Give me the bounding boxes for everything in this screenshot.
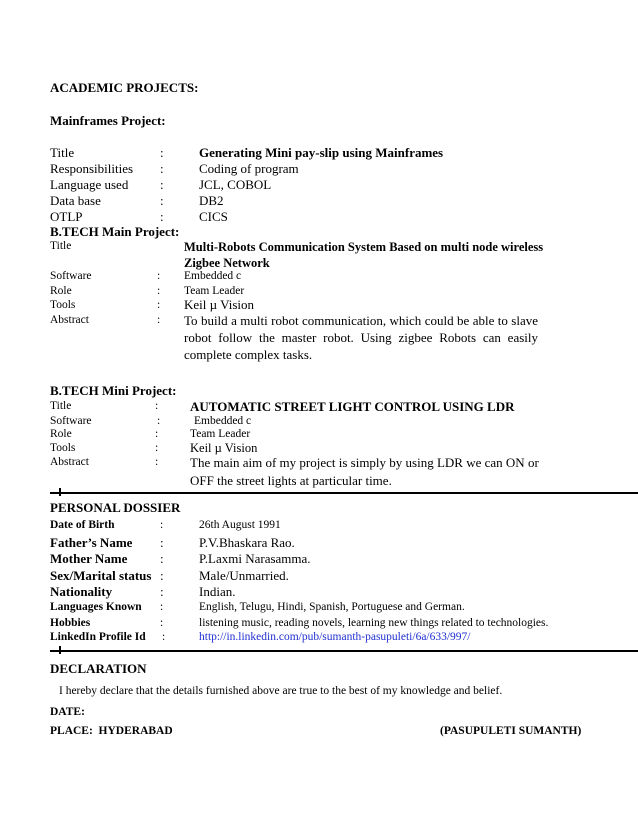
mf-responsibilities-colon: : (160, 161, 164, 176)
mf-database-colon: : (160, 193, 164, 208)
btech-main-role-value: Team Leader (184, 285, 245, 297)
btech-mini-role-label: Role (50, 428, 72, 440)
btech-mini-role-colon: : (155, 428, 159, 440)
mf-responsibilities-value: Coding of program (199, 161, 299, 176)
mf-title-label: Title (50, 145, 75, 160)
mf-language-value: JCL, COBOL (199, 177, 272, 192)
btech-main-abstract-label: Abstract (50, 314, 89, 326)
dossier-languages-colon: : (160, 601, 164, 613)
linkedin-profile-link[interactable]: http://in.linkedin.com/pub/sumanth-pasupuleti/6a/633/997/ (199, 631, 471, 643)
btech-main-software-colon: : (157, 270, 161, 282)
mf-language-colon: : (160, 177, 164, 192)
btech-main-role-label: Role (50, 285, 72, 297)
btech-main-title-value-line1: Multi-Robots Communication System Based on multi node wireless (184, 240, 544, 254)
mf-language-label: Language used (50, 177, 129, 192)
dossier-mother-colon: : (160, 551, 164, 566)
dossier-nationality-value: Indian. (199, 584, 236, 599)
mainframes-heading: Mainframes Project: (50, 113, 166, 128)
btech-mini-abstract-line1: The main aim of my project is simply by using LDR we can ON or (190, 455, 539, 470)
academic-projects-heading: ACADEMIC PROJECTS: (50, 80, 199, 95)
btech-mini-heading: B.TECH Mini Project: (50, 383, 177, 398)
btech-mini-role-value: Team Leader (190, 428, 251, 440)
dossier-languages-value: English, Telugu, Hindi, Spanish, Portuguese and German. (199, 601, 465, 613)
mf-otlp-label: OTLP (50, 209, 83, 224)
mf-database-label: Data base (50, 193, 101, 208)
dossier-father-colon: : (160, 535, 164, 550)
btech-mini-abstract-label: Abstract (50, 456, 89, 468)
mf-title-value: Generating Mini pay-slip using Mainframes (199, 145, 444, 160)
dossier-nationality-colon: : (160, 584, 164, 599)
dossier-sex-colon: : (160, 568, 164, 583)
dossier-languages-label: Languages Known (50, 601, 142, 613)
btech-main-heading: B.TECH Main Project: (50, 224, 180, 239)
dossier-mother-value: P.Laxmi Narasamma. (199, 551, 311, 566)
dossier-dob-label: Date of Birth (50, 519, 115, 531)
divider-tick (59, 646, 61, 654)
btech-main-title-label: Title (50, 240, 72, 252)
declaration-text: I hereby declare that the details furnished above are true to the best of my knowledge and belief. (59, 685, 503, 697)
mf-database-value: DB2 (199, 193, 224, 208)
btech-main-role-colon: : (157, 285, 161, 297)
mf-title-colon: : (160, 145, 164, 160)
btech-mini-title-colon: : (155, 400, 159, 412)
section-divider (50, 650, 638, 652)
dossier-father-value: P.V.Bhaskara Rao. (199, 535, 295, 550)
dossier-father-label: Father’s Name (50, 535, 133, 550)
btech-mini-title-label: Title (50, 400, 72, 412)
dossier-linkedin-label: LinkedIn Profile Id (50, 631, 146, 643)
btech-mini-tools-value: Keil µ Vision (190, 441, 258, 455)
dossier-sex-value: Male/Unmarried. (199, 568, 289, 583)
dossier-hobbies-value: listening music, reading novels, learning new things related to technologies. (199, 617, 549, 629)
mf-otlp-value: CICS (199, 209, 228, 224)
divider-tick (59, 488, 61, 496)
btech-main-software-label: Software (50, 270, 92, 282)
btech-main-abstract-value: To build a multi robot communication, which could be able to slave robot follow the master robot. Using zigbee Robots can easily complete complex tasks. (184, 313, 538, 362)
btech-mini-software-label: Software (50, 415, 92, 427)
dossier-dob-value: 26th August 1991 (199, 519, 281, 531)
personal-dossier-heading: PERSONAL DOSSIER (50, 500, 181, 515)
btech-mini-software-colon: : (157, 415, 161, 427)
declaration-heading: DECLARATION (50, 661, 147, 676)
dossier-hobbies-colon: : (160, 617, 164, 629)
dossier-hobbies-label: Hobbies (50, 617, 91, 629)
mf-responsibilities-label: Responsibilities (50, 161, 134, 176)
btech-mini-title-value: AUTOMATIC STREET LIGHT CONTROL USING LDR (190, 399, 515, 414)
btech-main-tools-value: Keil µ Vision (184, 297, 255, 312)
signature-name: (PASUPULETI SUMANTH) (440, 725, 582, 737)
btech-main-abstract-colon: : (157, 314, 161, 326)
btech-mini-tools-label: Tools (50, 442, 76, 454)
btech-main-software-value: Embedded c (184, 270, 242, 282)
dossier-nationality-label: Nationality (50, 584, 113, 599)
section-divider (50, 492, 638, 494)
btech-main-title-value-line2: Zigbee Network (184, 256, 270, 270)
btech-mini-software-value: Embedded c (194, 415, 252, 427)
btech-main-tools-colon: : (157, 299, 161, 311)
date-label: DATE: (50, 706, 85, 718)
dossier-linkedin-colon: : (162, 631, 166, 643)
btech-mini-abstract-line2: OFF the street lights at particular time. (190, 473, 392, 488)
dossier-dob-colon: : (160, 519, 164, 531)
btech-mini-abstract-colon: : (155, 456, 159, 468)
btech-main-tools-label: Tools (50, 299, 76, 311)
dossier-sex-label: Sex/Marital status (50, 568, 152, 583)
dossier-mother-label: Mother Name (50, 551, 128, 566)
mf-otlp-colon: : (160, 209, 164, 224)
btech-mini-tools-colon: : (155, 442, 159, 454)
place-label: PLACE: HYDERABAD (50, 725, 173, 737)
